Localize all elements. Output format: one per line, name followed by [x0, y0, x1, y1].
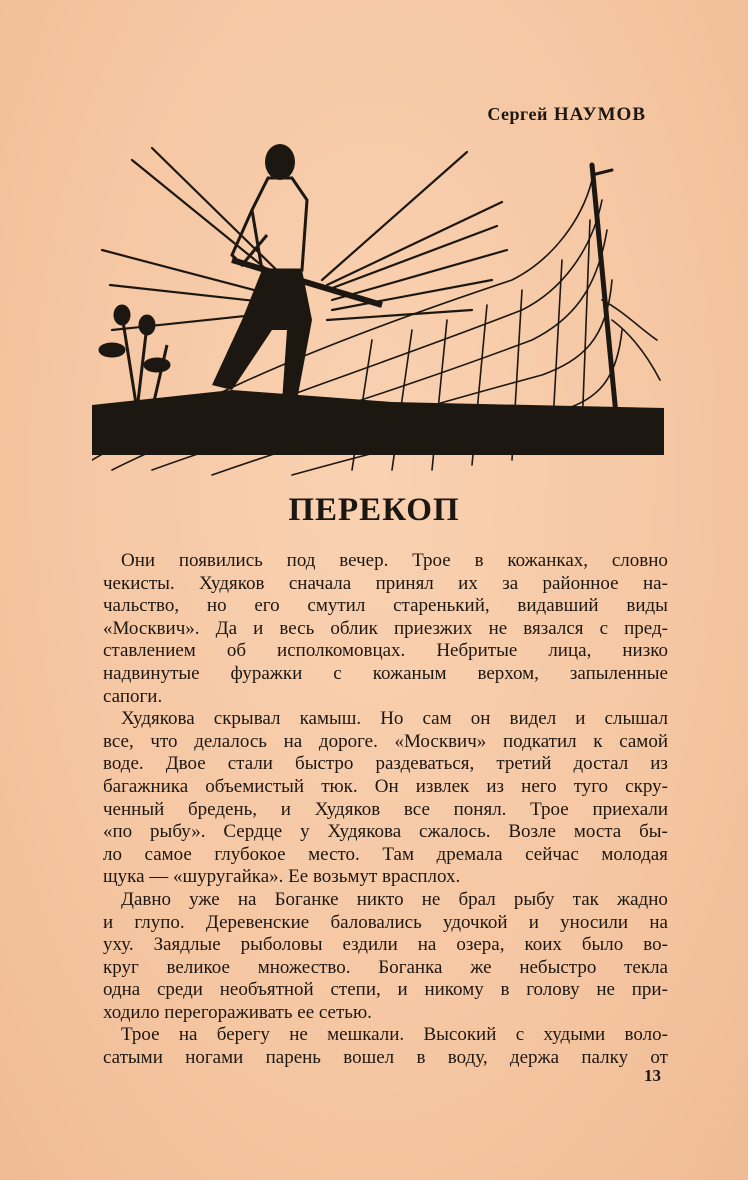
text-line: щука — «шуругайка». Ее возьмут врасплох. [103, 866, 461, 888]
text-line: круг великое множество. Боганка же небыстро текла [103, 956, 668, 978]
text-line: ходило перегораживать ее сетью. [103, 1001, 372, 1023]
text-line: ло самое глубокое место. Там дремала сейчас молодая [103, 843, 668, 865]
text-line: Давно уже на Боганке никто не брал рыбу так жадно [121, 888, 668, 910]
text-line: воде. Двое стали быстро раздеваться, третий достал из [103, 753, 668, 775]
text-line: уху. Заядлые рыболовы ездили на озера, коих было во- [103, 934, 668, 956]
text-line: багажника объемистый тюк. Он извлек из него туго скру- [103, 775, 668, 797]
text-line: ченный бредень, и Худяков все понял. Трое приехали [103, 798, 668, 820]
page-number: 13 [644, 1066, 661, 1085]
text-line: «по рыбу». Сердце у Худякова сжалось. Возле моста бы- [103, 821, 668, 843]
text-line: чекисты. Худяков сначала принял их за районное на- [103, 572, 668, 594]
story-body [103, 550, 668, 1070]
story-title: ПЕРЕКОП [288, 492, 460, 528]
text-line: надвинутые фуражки с кожаным верхом, запыленные [103, 662, 668, 684]
author-first-name: Сергей [487, 104, 548, 124]
author-surname: НАУМОВ [553, 104, 646, 125]
text-line: сатыми ногами парень вошел в воду, держа палку от [103, 1047, 668, 1069]
author-name [487, 104, 646, 126]
text-line: ставлением об исполкомовцах. Небритые лица, низко [103, 640, 668, 662]
text-line: Они появились под вечер. Трое в кожанках, словно [121, 550, 668, 571]
text-line: Трое на берегу не мешкали. Высокий с худыми воло- [121, 1024, 668, 1046]
text-line: Худякова скрывал камыш. Но сам он видел и слышал [121, 708, 668, 730]
text-line: и глупо. Деревенские баловались удочкой и уносили на [103, 911, 668, 933]
text-line: одна среди необъятной степи, и никому в голову не при- [103, 979, 668, 1001]
fisherman-with-rifle-and-net-illustration [92, 140, 664, 480]
text-line: все, что делалось на дороге. «Москвич» подкатил к самой [103, 730, 668, 752]
text-line: сапоги. [103, 685, 163, 707]
text-line: «Москвич». Да и весь облик приезжих не вязался с пред- [103, 617, 668, 639]
text-line: чальство, но его смутил старенький, видавший виды [103, 595, 668, 617]
